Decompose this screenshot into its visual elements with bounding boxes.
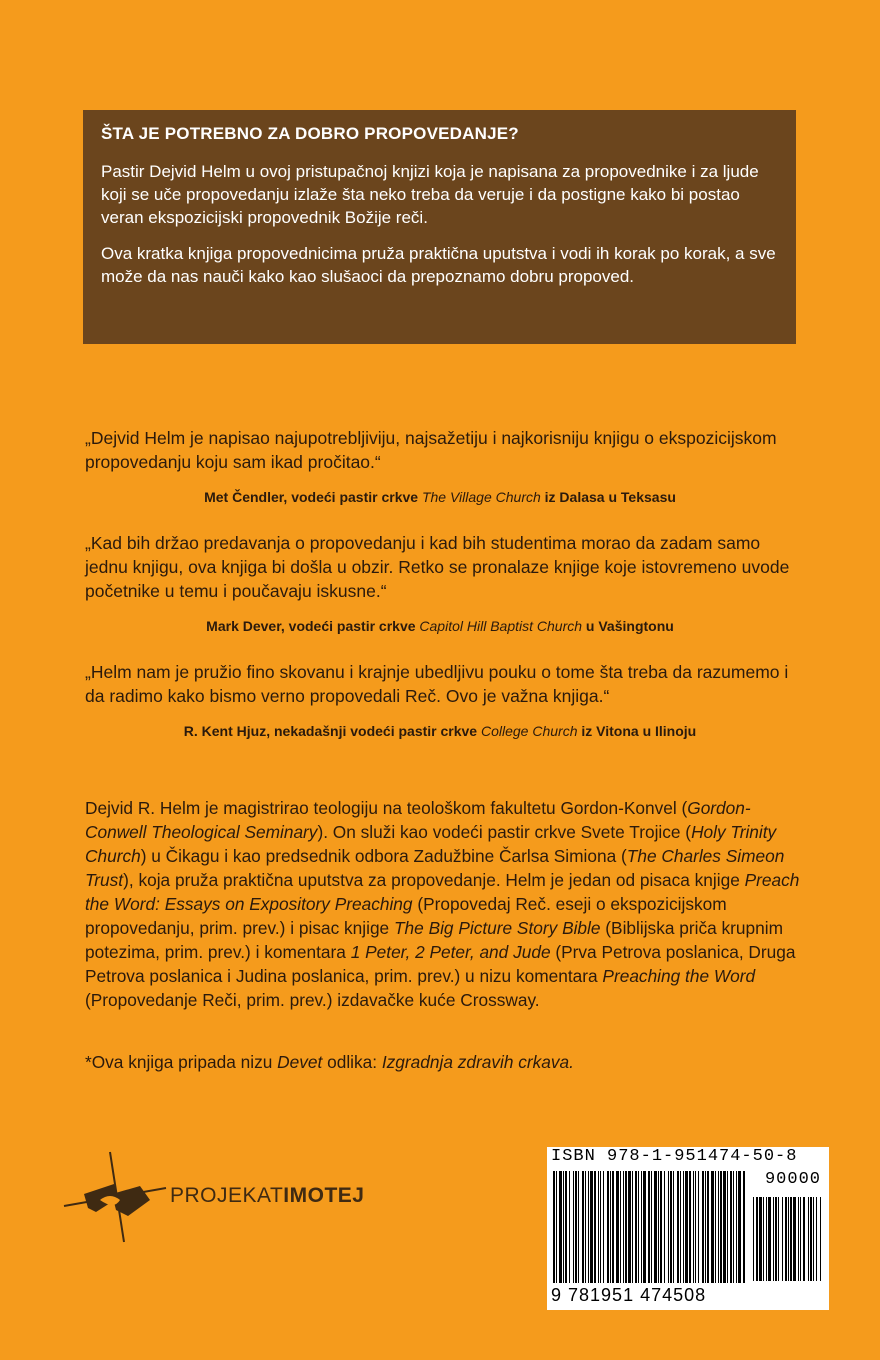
endorsement-attribution-3: R. Kent Hjuz, nekadašnji vodeći pastir crkve College Church iz Vitona u Ilinoju <box>183 723 697 739</box>
barcode-bar <box>594 1171 596 1283</box>
isbn-barcode <box>547 1147 829 1310</box>
barcode-bar <box>660 1171 662 1283</box>
endorsement-quote-3: „Helm nam je pružio fino skovanu i krajnje ubedljivu pouku o tome šta treba da razumemo i da radimo kako bismo verno propovedali Reč. Ovo je važna knjiga.“ <box>85 662 789 706</box>
barcode-bar <box>654 1171 657 1283</box>
main-barcode <box>553 1171 747 1283</box>
barcode-bar <box>788 1197 789 1281</box>
barcode-bar <box>623 1171 624 1283</box>
barcode-bar <box>707 1171 709 1283</box>
description-heading: ŠTA JE POTREBNO ZA DOBRO PROPOVEDANJE? <box>101 124 519 143</box>
barcode-bar <box>612 1171 614 1283</box>
barcode-bar <box>768 1197 771 1281</box>
barcode-bar <box>680 1171 681 1283</box>
barcode-bar <box>705 1171 706 1283</box>
addon-barcode <box>753 1197 823 1281</box>
barcode-bar <box>736 1171 737 1283</box>
barcode-bar <box>793 1197 796 1281</box>
barcode-bar <box>808 1197 809 1281</box>
barcode-bar <box>723 1171 726 1283</box>
barcode-bar <box>820 1197 821 1281</box>
barcode-bar <box>790 1197 792 1281</box>
barcode-bar <box>677 1171 679 1283</box>
barcode-bar <box>718 1171 719 1283</box>
barcode-bar <box>711 1171 714 1283</box>
barcode-bar <box>803 1197 805 1281</box>
barcode-bar <box>632 1171 633 1283</box>
barcode-bar <box>753 1197 754 1281</box>
barcode-bar <box>816 1197 817 1281</box>
barcode-bar <box>588 1171 589 1283</box>
barcode-bar <box>590 1171 593 1283</box>
barcode-bar <box>643 1171 646 1283</box>
barcode-bar <box>620 1171 621 1283</box>
barcode-bar <box>625 1171 627 1283</box>
barcode-bar <box>693 1171 694 1283</box>
barcode-bar <box>720 1171 722 1283</box>
price-code: 90000 <box>764 1170 821 1189</box>
endorsement-quote-2: „Kad bih držao predavanja o propovedanju i kad bih studentima morao da zadam samo jednu knjigu, ova knjiga bi došla u obzir. Retko se pronalaze knjige koje istovremeno uvode početnike u temu i poučavaju iskusne.“ <box>85 533 790 601</box>
isbn-label: ISBN 978-1-951474-50-8 <box>551 1147 798 1166</box>
endorsements <box>85 426 795 765</box>
barcode-bar <box>598 1171 599 1283</box>
barcode-bar <box>628 1171 631 1283</box>
barcode-bar <box>778 1197 779 1281</box>
barcode-bar <box>575 1171 577 1283</box>
barcode-bar <box>673 1171 674 1283</box>
barcode-bar <box>664 1171 665 1283</box>
barcode-bar <box>600 1171 601 1283</box>
barcode-bar <box>683 1171 684 1283</box>
barcode-bar <box>743 1171 745 1283</box>
barcode-bar <box>813 1197 814 1281</box>
barcode-bar <box>585 1171 586 1283</box>
description-box <box>83 110 796 344</box>
barcode-bar <box>668 1171 669 1283</box>
barcode-bar <box>563 1171 564 1283</box>
barcode-bar <box>651 1171 652 1283</box>
barcode-bar <box>616 1171 619 1283</box>
barcode-bar <box>565 1171 567 1283</box>
endorsement-quote-1: „Dejvid Helm je napisao najupotrebljiviju, najsažetiju i najkorisniju knjigu o ekspozicijskom propovedanju koju sam ikad pročitao.“ <box>85 428 777 472</box>
endorsement-attribution-2: Mark Dever, vodeći pastir crkve Capitol Hill Baptist Church u Vašingtonu <box>206 618 674 634</box>
barcode-bar <box>766 1197 767 1281</box>
barcode-bar <box>670 1171 672 1283</box>
barcode-bar <box>773 1197 774 1281</box>
author-bio: Dejvid R. Helm je magistrirao teologiju na teološkom fakultetu Gordon-Konvel (Gordon-Conwell Theological Seminary). On služi kao vodeći pastir crkve Svete Trojice (Holy Trinity Church) u Čikagu i kao predsednik odbora Zadužbine Čarlsa Simiona (The Charles Simeon Trust), koja pruža praktična uputstva za propovedanje. Helm je jedan od pisaca knjige Preach the Word: Essays on Expository Preaching (Propovedaj Reč. eseji o ekspozicijskom propovedanju, prim. prev.) i pisac knjige The Big Picture Story Bible (Biblijska priča krupnim potezima, prim. prev.) i komentara 1 Peter, 2 Peter, and Jude (Prva Petrova poslanica, Druga Petrova poslanica i Judina poslanica, prim. prev.) u nizu komentara Preaching the Word (Propovedanje Reči, prim. prev.) izdavačke kuće Crossway. <box>85 798 800 1010</box>
barcode-bar <box>573 1171 574 1283</box>
barcode-bar <box>715 1171 716 1283</box>
barcode-bar <box>698 1171 699 1283</box>
barcode-bar <box>559 1171 562 1283</box>
description-paragraph-1: Pastir Dejvid Helm u ovoj pristupačnoj knjizi koja je napisana za propovednike i za ljude koji se uče propovedanju izlaže šta neko treba da veruje i da postigne kako bi postao veran ekspozicijski propovednik Božije reči. <box>101 162 759 227</box>
barcode-bar <box>702 1171 704 1283</box>
publisher-logo <box>62 1150 422 1245</box>
barcode-bar <box>810 1197 812 1281</box>
description-paragraph-2: Ova kratka knjiga propovednicima pruža praktična uputstva i vodi ih korak po korak, a sve može da nas nauči kako kao slušaoci da prepoznamo dobru propoved. <box>101 244 776 286</box>
barcode-bar <box>759 1197 762 1281</box>
barcode-bar <box>556 1171 557 1283</box>
barcode-bar <box>785 1197 787 1281</box>
barcode-bar <box>648 1171 650 1283</box>
barcode-bar <box>763 1197 764 1281</box>
barcode-bar <box>695 1171 696 1283</box>
series-note: *Ova knjiga pripada nizu Devet odlika: Izgradnja zdravih crkava. <box>85 1052 574 1072</box>
barcode-bar <box>607 1171 609 1283</box>
barcode-bar <box>733 1171 734 1283</box>
barcode-bar <box>756 1197 758 1281</box>
publisher-name: PROJEKATIMOTEJ <box>170 1184 365 1207</box>
barcode-bar <box>635 1171 637 1283</box>
barcode-bar <box>689 1171 691 1283</box>
barcode-bar <box>578 1171 579 1283</box>
barcode-bar <box>727 1171 728 1283</box>
barcode-bar <box>610 1171 611 1283</box>
barcode-bar <box>800 1197 801 1281</box>
barcode-bar <box>553 1171 555 1283</box>
publisher-emblem-icon <box>62 1150 172 1245</box>
barcode-digits: 9 781951 474508 <box>551 1285 707 1305</box>
barcode-bar <box>685 1171 688 1283</box>
barcode-bar <box>582 1171 584 1283</box>
barcode-bar <box>782 1197 783 1281</box>
barcode-bar <box>658 1171 659 1283</box>
barcode-bar <box>569 1171 570 1283</box>
barcode-bar <box>638 1171 639 1283</box>
barcode-bar <box>775 1197 777 1281</box>
barcode-bar <box>603 1171 604 1283</box>
endorsement-attribution-1: Met Čendler, vodeći pastir crkve The Village Church iz Dalasa u Teksasu <box>204 489 676 505</box>
barcode-bar <box>798 1197 799 1281</box>
barcode-bar <box>641 1171 642 1283</box>
barcode-bar <box>730 1171 732 1283</box>
barcode-bar <box>738 1171 741 1283</box>
